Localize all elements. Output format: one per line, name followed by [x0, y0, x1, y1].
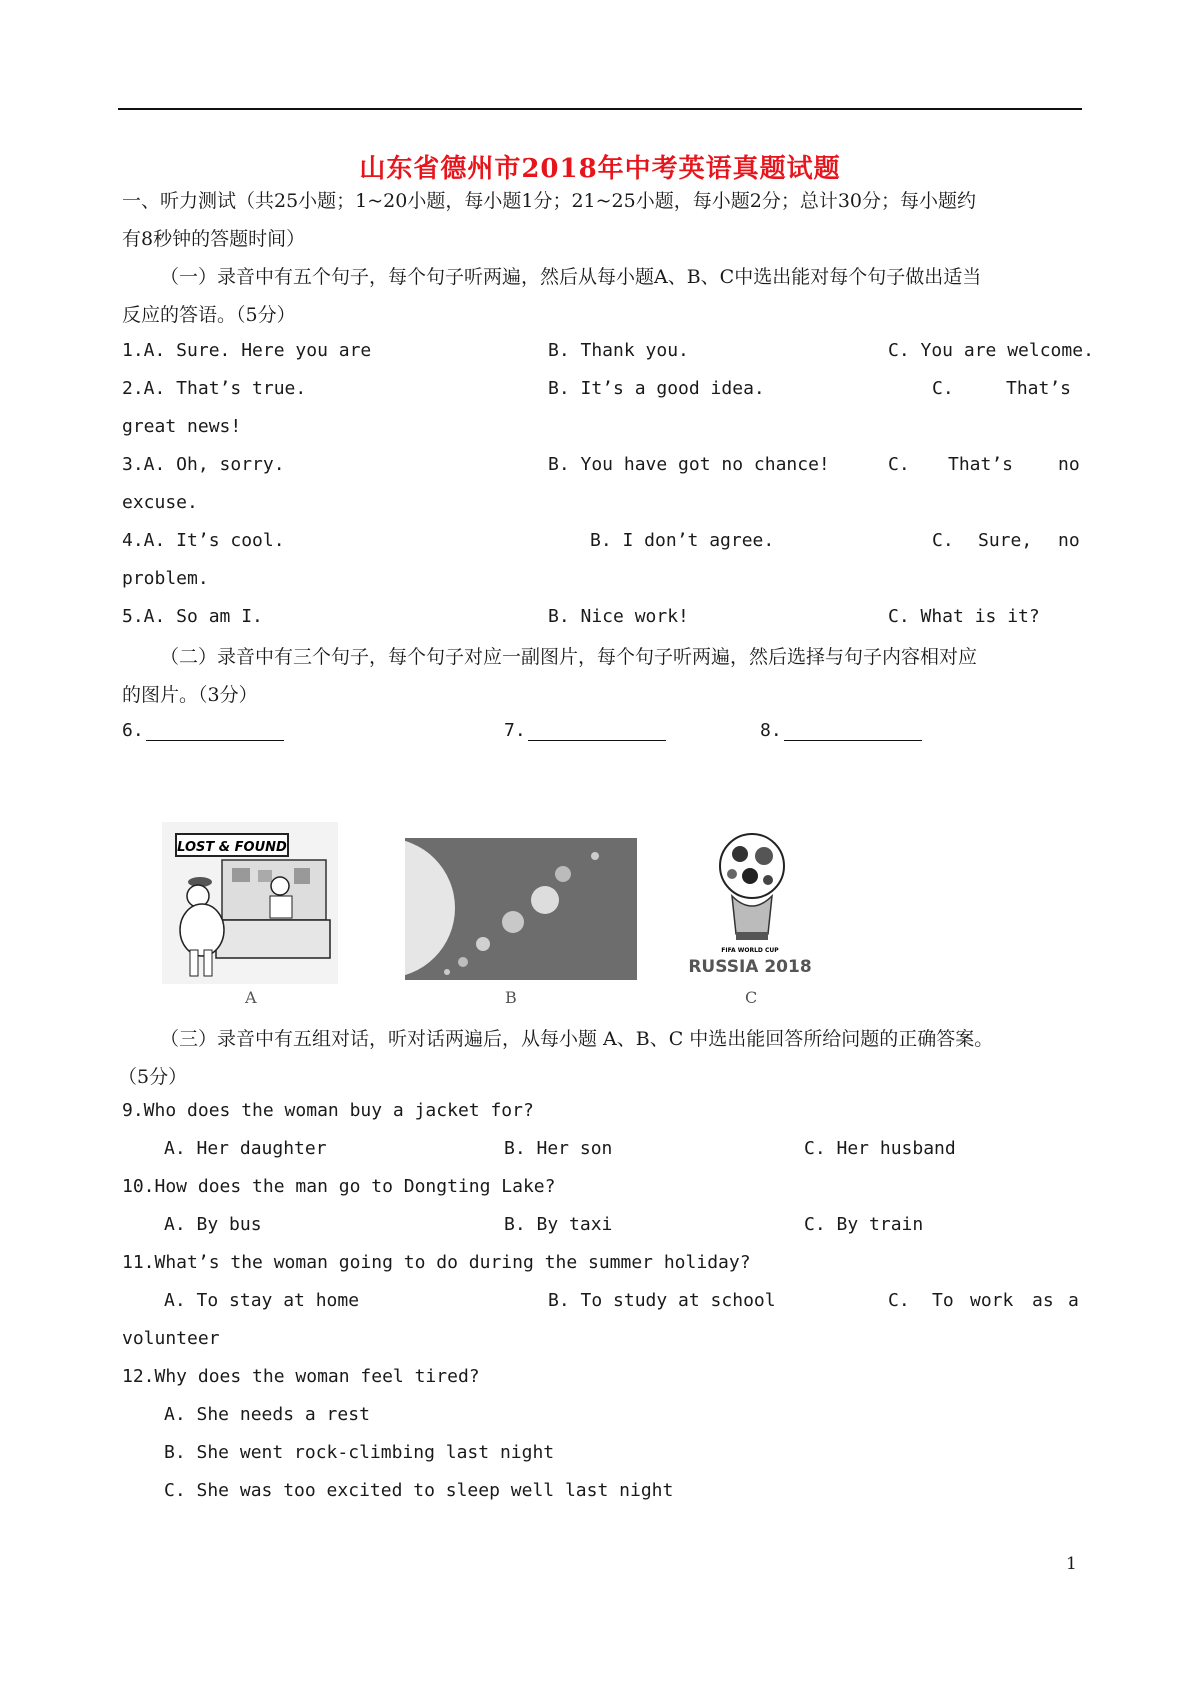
world-cup-logo-picture — [680, 826, 820, 982]
picture-a-label: A — [245, 988, 257, 1007]
section1-intro: 一、听力测试（共25小题；1~20小题，每小题1分；21~25小题，每小题2分；总计30分；每小题约 — [122, 190, 976, 212]
q3-option-c-letter: C. — [888, 454, 910, 475]
picture-b-label: B — [505, 988, 517, 1007]
q12-question: 12.Why does the woman feel tired? — [122, 1366, 480, 1387]
q5-option-a: 5.A. So am I. — [122, 606, 263, 627]
header-rule — [118, 108, 1082, 110]
q9-option-b: B. Her son — [504, 1138, 613, 1159]
q2-option-b: B. It’s a good idea. — [548, 378, 765, 399]
part1-instructions: （一）录音中有五个句子，每个句子听两遍，然后从每小题A、B、C中选出能对每个句子做出适当 — [160, 266, 982, 288]
q3-option-a: 3.A. Oh, sorry. — [122, 454, 285, 475]
part2-instructions-cont: 的图片。（3分） — [122, 684, 258, 706]
q11-option-c-word4: a — [1068, 1290, 1079, 1311]
q5-option-b: B. Nice work! — [548, 606, 689, 627]
q11-option-c-cont: volunteer — [122, 1328, 220, 1349]
q2-option-a: 2.A. That’s true. — [122, 378, 307, 399]
q11-option-b: B. To study at school — [548, 1290, 776, 1311]
answer-blank-8[interactable]: 8. — [760, 720, 922, 741]
q4-option-c-letter: C. — [932, 530, 954, 551]
q4-option-c-text: Sure, — [978, 530, 1033, 551]
q4-option-b: B. I don’t agree. — [590, 530, 775, 551]
q3-option-c-word: no — [1058, 454, 1080, 475]
part3-instructions-cont: （5分） — [118, 1066, 188, 1088]
q1-option-b: B. Thank you. — [548, 340, 689, 361]
page-title: 山东省德州市2018年中考英语真题试题 — [359, 154, 841, 184]
page-number: 1 — [1066, 1554, 1077, 1574]
q3-option-b: B. You have got no chance! — [548, 454, 830, 475]
picture-c-label: C — [745, 988, 758, 1007]
q10-option-a: A. By bus — [164, 1214, 262, 1235]
part1-instructions-cont: 反应的答语。（5分） — [122, 304, 296, 326]
part2-instructions: （二）录音中有三个句子，每个句子对应一副图片，每个句子听两遍，然后选择与句子内容相对应 — [160, 646, 978, 668]
lost-found-sign: LOST & FOUND — [177, 840, 287, 855]
q12-option-b: B. She went rock-climbing last night — [164, 1442, 555, 1463]
q10-question: 10.How does the man go to Dongting Lake? — [122, 1176, 556, 1197]
answer-blank-6[interactable]: 6. — [122, 720, 284, 741]
q9-option-a: A. Her daughter — [164, 1138, 327, 1159]
q4-option-c-word: no — [1058, 530, 1080, 551]
fifa-logo-big-text: RUSSIA 2018 — [688, 957, 812, 977]
q11-question: 11.What’s the woman going to do during the summer holiday? — [122, 1252, 751, 1273]
q10-option-b: B. By taxi — [504, 1214, 613, 1235]
q2-option-c-letter: C. — [932, 378, 954, 399]
q11-option-c-letter: C. — [888, 1290, 910, 1311]
q9-option-c: C. Her husband — [804, 1138, 956, 1159]
q11-option-c-word1: To — [932, 1290, 954, 1311]
answer-blank-7[interactable]: 7. — [504, 720, 666, 741]
q5-option-c: C. What is it? — [888, 606, 1040, 627]
q4-option-c-cont: problem. — [122, 568, 209, 589]
q12-option-a: A. She needs a rest — [164, 1404, 370, 1425]
solar-system-picture — [405, 838, 637, 980]
q10-option-c: C. By train — [804, 1214, 924, 1235]
q3-option-c-cont: excuse. — [122, 492, 198, 513]
fifa-logo-small-text: FIFA WORLD CUP — [721, 947, 779, 954]
part3-instructions: （三）录音中有五组对话，听对话两遍后，从每小题 A、B、C 中选出能回答所给问题的正确答案。 — [160, 1028, 994, 1050]
q11-option-c-word3: as — [1032, 1290, 1054, 1311]
q12-option-c: C. She was too excited to sleep well last night — [164, 1480, 674, 1501]
q9-question: 9.Who does the woman buy a jacket for? — [122, 1100, 534, 1121]
q1-option-a: 1.A. Sure. Here you are — [122, 340, 372, 361]
lost-and-found-picture — [162, 822, 338, 984]
q11-option-a: A. To stay at home — [164, 1290, 360, 1311]
q2-option-c-text: That’s — [1006, 378, 1072, 399]
q1-option-c: C. You are welcome. — [888, 340, 1094, 361]
section1-intro-cont: 有8秒钟的答题时间） — [122, 228, 306, 250]
q3-option-c-text: That’s — [948, 454, 1014, 475]
q2-option-c-cont: great news! — [122, 416, 242, 437]
q4-option-a: 4.A. It’s cool. — [122, 530, 285, 551]
q11-option-c-word2: work — [970, 1290, 1014, 1311]
